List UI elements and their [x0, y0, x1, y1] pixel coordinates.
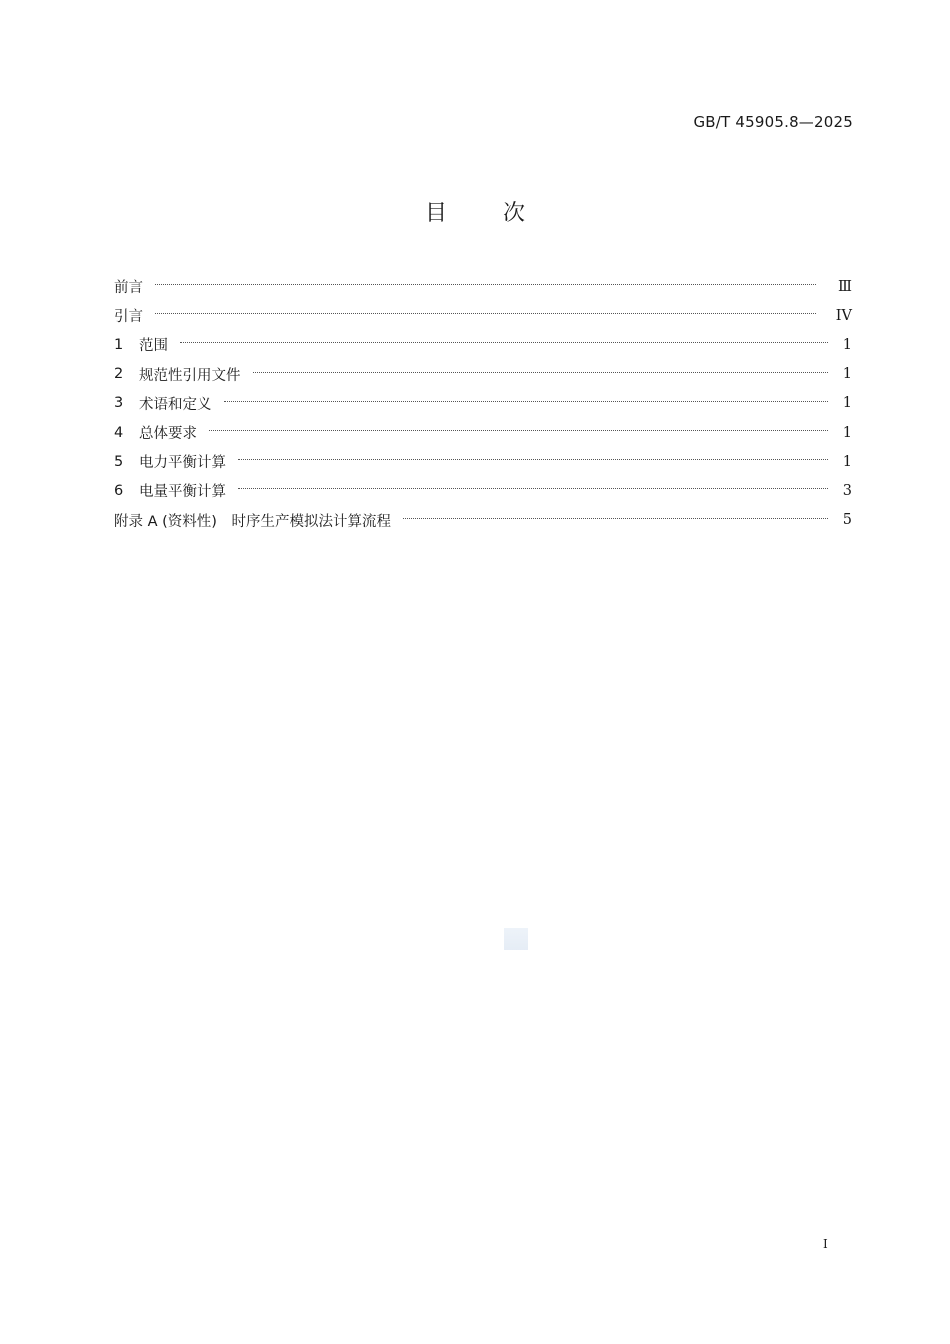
dot-leader: [209, 430, 828, 431]
toc-entry-appendix-a[interactable]: [114, 506, 852, 535]
toc-entry-number: 6: [114, 482, 124, 499]
toc-entry-energy-balance[interactable]: [114, 476, 852, 505]
table-of-contents: [114, 272, 852, 535]
dot-leader: [180, 342, 828, 343]
toc-entry-normative-references[interactable]: [114, 360, 852, 389]
toc-page-number: 1: [842, 366, 852, 383]
dot-leader: [253, 372, 829, 373]
toc-page-number: IV: [835, 307, 852, 324]
toc-entry-number: 2: [114, 366, 124, 383]
toc-entry-general-requirements[interactable]: [114, 418, 852, 447]
toc-entry-terms[interactable]: [114, 389, 852, 418]
page-number: I: [823, 1237, 828, 1251]
dot-leader: [155, 284, 816, 285]
toc-entry-title: 附录 A (资料性) 时序生产模拟法计算流程: [114, 513, 391, 530]
toc-entry-title: 范围: [139, 338, 168, 355]
toc-entry-title: 规范性引用文件: [139, 367, 241, 384]
toc-entry-title: 电力平衡计算: [139, 455, 226, 472]
toc-page-number: 1: [842, 453, 852, 470]
toc-page-number: 5: [842, 512, 852, 529]
toc-entry-title: 前言: [114, 280, 143, 297]
toc-page-number: 1: [842, 336, 852, 353]
toc-entry-introduction[interactable]: [114, 301, 852, 330]
dot-leader: [403, 518, 828, 519]
toc-entry-title: 术语和定义: [139, 396, 212, 413]
watermark-icon: [504, 928, 528, 950]
dot-leader: [224, 401, 829, 402]
toc-page-number: Ⅲ: [838, 278, 852, 295]
toc-page-number: 1: [842, 395, 852, 412]
standard-number: GB/T 45905.8—2025: [693, 113, 853, 131]
toc-entry-foreword[interactable]: [114, 272, 852, 301]
dot-leader: [238, 488, 828, 489]
toc-entry-title: 电量平衡计算: [139, 484, 226, 501]
toc-entry-number: 3: [114, 395, 124, 412]
toc-entry-power-balance[interactable]: [114, 447, 852, 476]
toc-entry-number: 5: [114, 453, 124, 470]
page-title: 目次: [424, 201, 581, 226]
toc-page-number: 1: [842, 424, 852, 441]
dot-leader: [155, 313, 816, 314]
toc-entry-title: 引言: [114, 309, 143, 326]
toc-entry-number: 4: [114, 424, 124, 441]
toc-entry-title: 总体要求: [139, 426, 197, 443]
toc-page-number: 3: [842, 482, 852, 499]
toc-entry-number: 1: [114, 336, 124, 353]
toc-entry-scope[interactable]: [114, 330, 852, 359]
dot-leader: [238, 459, 828, 460]
